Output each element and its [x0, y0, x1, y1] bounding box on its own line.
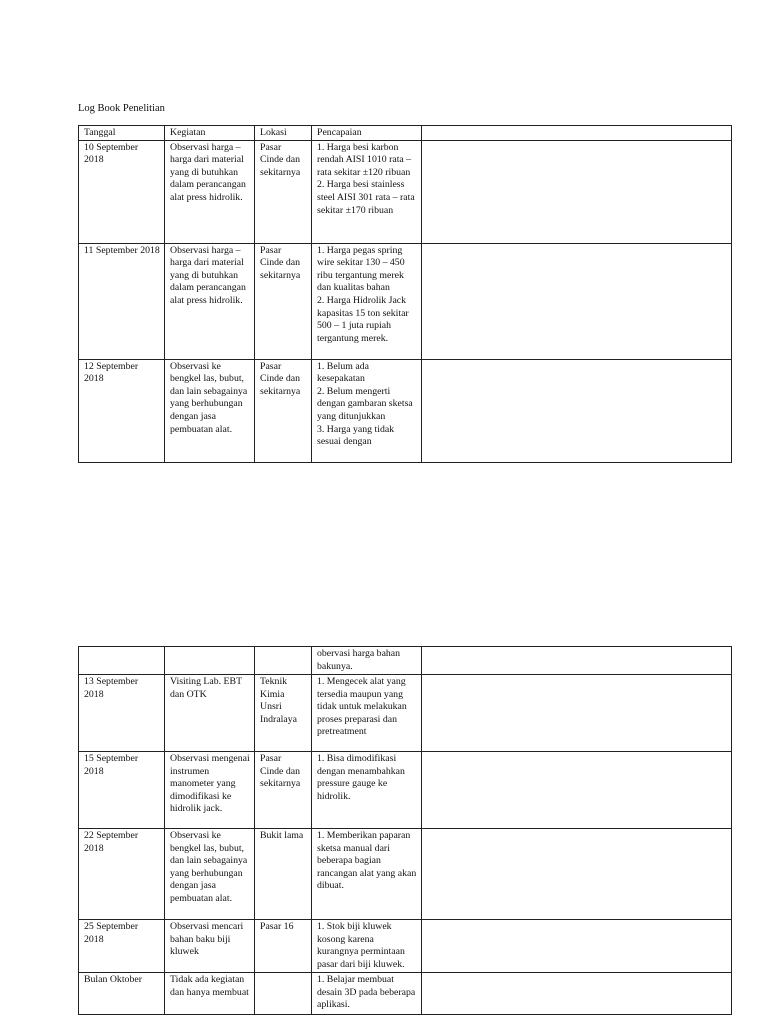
header-pencapaian: Pencapaian [312, 126, 422, 141]
cell-lokasi [255, 973, 312, 1015]
header-extra [422, 126, 732, 141]
cell-kegiatan [165, 647, 255, 675]
table-row [79, 140, 732, 243]
cell-extra [422, 829, 732, 920]
cell-pencapaian: 1. Mengecek alat yang tersedia maupun yang tidak untuk melakukan proses preparasi dan pretreatment [312, 675, 422, 752]
table-row [79, 829, 732, 920]
table-row [79, 752, 732, 829]
cell-pencapaian: 1. Harga pegas spring wire sekitar 130 – 450 ribu tergantung merek dan kualitas bahan 2. Harga Hidrolik Jack kapasitas 15 ton sekitar 500 – 1 juta rupiah tergantung merek. [312, 243, 422, 359]
cell-pencapaian: obervasi harga bahan bakunya. [312, 647, 422, 675]
cell-kegiatan: Observasi mengenai instrumen manometer yang dimodifikasi ke hidrolik jack. [165, 752, 255, 829]
table-row [79, 359, 732, 462]
header-row [79, 126, 732, 141]
cell-lokasi: Bukit lama [255, 829, 312, 920]
cell-kegiatan: Observasi harga – harga dari material yang di butuhkan dalam perancangan alat press hidrolik. [165, 243, 255, 359]
cell-lokasi: Pasar Cinde dan sekitarnya [255, 359, 312, 462]
cell-lokasi [255, 647, 312, 675]
table-row [79, 920, 732, 973]
cell-lokasi: Pasar Cinde dan sekitarnya [255, 752, 312, 829]
cell-extra [422, 243, 732, 359]
cell-tanggal: 13 September 2018 [79, 675, 165, 752]
log-table-2 [78, 646, 732, 1015]
header-kegiatan: Kegiatan [165, 126, 255, 141]
cell-tanggal: 22 September 2018 [79, 829, 165, 920]
cell-kegiatan: Observasi mencari bahan baku biji kluwek [165, 920, 255, 973]
cell-lokasi: Pasar Cinde dan sekitarnya [255, 243, 312, 359]
cell-tanggal: 12 September 2018 [79, 359, 165, 462]
cell-extra [422, 140, 732, 243]
cell-lokasi: Teknik Kimia Unsri Indralaya [255, 675, 312, 752]
cell-tanggal: 15 September 2018 [79, 752, 165, 829]
cell-pencapaian: 1. Belum ada kesepakatan 2. Belum mengerti dengan gambaran sketsa yang ditunjukkan 3. Harga yang tidak sesuai dengan [312, 359, 422, 462]
log-table-1 [78, 125, 732, 463]
cell-tanggal: 11 September 2018 [79, 243, 165, 359]
cell-pencapaian: 1. Memberikan paparan sketsa manual dari beberapa bagian rancangan alat yang akan dibuat. [312, 829, 422, 920]
page-title: Log Book Penelitian [78, 103, 165, 114]
cell-extra [422, 647, 732, 675]
table-row [79, 647, 732, 675]
cell-lokasi: Pasar Cinde dan sekitarnya [255, 140, 312, 243]
cell-tanggal [79, 647, 165, 675]
cell-pencapaian: 1. Belajar membuat desain 3D pada beberapa aplikasi. [312, 973, 422, 1015]
cell-kegiatan: Visiting Lab. EBT dan OTK [165, 675, 255, 752]
header-lokasi: Lokasi [255, 126, 312, 141]
cell-tanggal: Bulan Oktober [79, 973, 165, 1015]
cell-kegiatan: Tidak ada kegiatan dan hanya membuat [165, 973, 255, 1015]
table-row [79, 973, 732, 1015]
header-tanggal: Tanggal [79, 126, 165, 141]
cell-tanggal: 25 September 2018 [79, 920, 165, 973]
cell-kegiatan: Observasi harga – harga dari material yang di butuhkan dalam perancangan alat press hidrolik. [165, 140, 255, 243]
cell-lokasi: Pasar 16 [255, 920, 312, 973]
table-row [79, 675, 732, 752]
cell-pencapaian: 1. Stok biji kluwek kosong karena kurangnya permintaan pasar dari biji kluwek. [312, 920, 422, 973]
table-row [79, 243, 732, 359]
cell-extra [422, 675, 732, 752]
cell-extra [422, 973, 732, 1015]
cell-kegiatan: Observasi ke bengkel las, bubut, dan lain sebagainya yang berhubungan dengan jasa pembuatan alat. [165, 359, 255, 462]
cell-extra [422, 920, 732, 973]
cell-extra [422, 359, 732, 462]
cell-tanggal: 10 September 2018 [79, 140, 165, 243]
cell-pencapaian: 1. Harga besi karbon rendah AISI 1010 rata – rata sekitar ±120 ribuan 2. Harga besi stainless steel AISI 301 rata – rata sekitar ±170 ribuan [312, 140, 422, 243]
cell-pencapaian: 1. Bisa dimodifikasi dengan menambahkan pressure gauge ke hidrolik. [312, 752, 422, 829]
cell-kegiatan: Observasi ke bengkel las, bubut, dan lain sebagainya yang berhubungan dengan jasa pembuatan alat. [165, 829, 255, 920]
cell-extra [422, 752, 732, 829]
